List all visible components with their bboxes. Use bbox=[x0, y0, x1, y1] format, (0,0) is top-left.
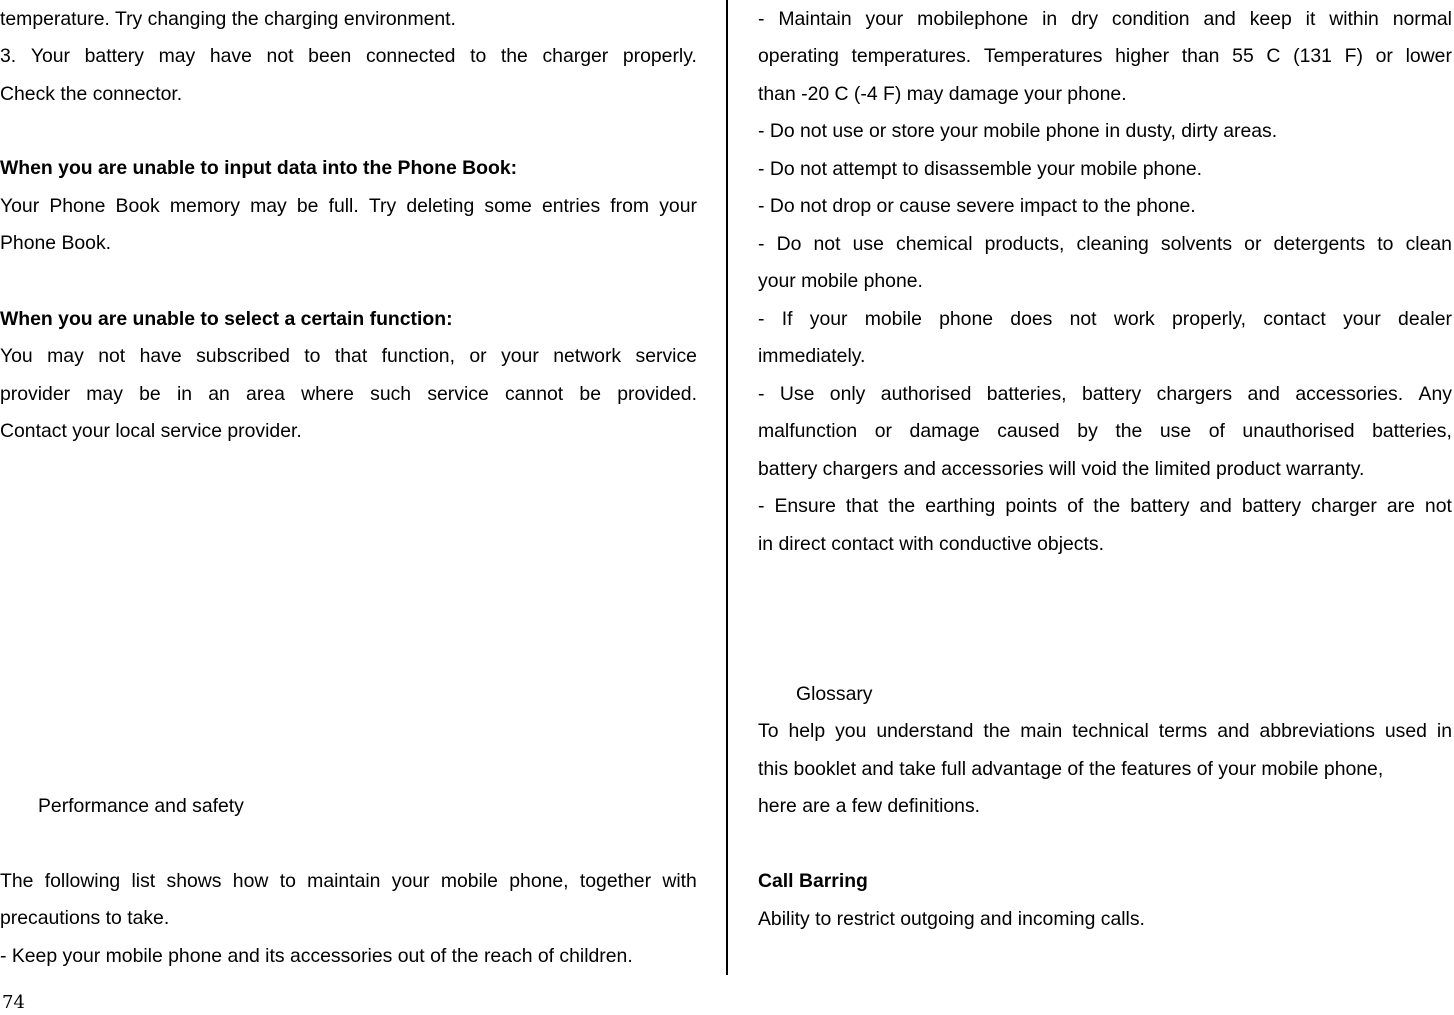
word: or bbox=[874, 420, 892, 442]
text-line bbox=[758, 7, 1452, 31]
word: cleaning bbox=[1076, 233, 1149, 255]
word: that bbox=[334, 345, 368, 367]
word: been bbox=[308, 45, 352, 67]
word: area bbox=[246, 383, 285, 405]
word: authorised bbox=[880, 383, 972, 405]
word: clean bbox=[1405, 233, 1452, 255]
word: dry bbox=[1071, 8, 1099, 30]
word: may bbox=[86, 383, 123, 405]
word: entries bbox=[541, 195, 601, 217]
page-number: 74 bbox=[2, 992, 25, 1013]
text-line: - Do not use or store your mobile phone in dusty, dirty areas. bbox=[758, 120, 1278, 142]
word: To bbox=[758, 720, 779, 742]
word: damage bbox=[909, 420, 980, 442]
text-line bbox=[758, 307, 1452, 331]
word: to bbox=[279, 870, 296, 892]
word: main bbox=[1020, 720, 1063, 742]
word: have bbox=[139, 345, 182, 367]
word: the bbox=[888, 495, 916, 517]
word: in bbox=[176, 383, 193, 405]
word: - bbox=[758, 383, 765, 405]
word: battery bbox=[1081, 383, 1142, 405]
word: chargers bbox=[1156, 383, 1233, 405]
word: provider bbox=[0, 383, 71, 405]
word: - bbox=[758, 308, 765, 330]
word: and bbox=[1217, 720, 1250, 742]
text-line: battery chargers and accessories will void the limited product warranty. bbox=[758, 458, 1365, 480]
word: you bbox=[835, 720, 867, 742]
word: contact bbox=[1263, 308, 1326, 330]
word: to bbox=[304, 345, 321, 367]
word: work bbox=[1113, 308, 1155, 330]
word: Ensure bbox=[774, 495, 836, 517]
word: not bbox=[1424, 495, 1452, 517]
word: may bbox=[47, 345, 84, 367]
word: detergents bbox=[1273, 233, 1366, 255]
word: may bbox=[158, 45, 196, 67]
word: mobile bbox=[440, 870, 498, 892]
word: the bbox=[1115, 420, 1143, 442]
text-line: Check the connector. bbox=[0, 83, 183, 105]
word: dealer bbox=[1398, 308, 1452, 330]
text-line bbox=[758, 232, 1452, 256]
word: have bbox=[209, 45, 252, 67]
word: points bbox=[1005, 495, 1058, 517]
word: or bbox=[1375, 45, 1393, 67]
column-divider bbox=[726, 0, 728, 975]
word: properly, bbox=[1172, 308, 1247, 330]
text-line: - Do not attempt to disassemble your mobile phone. bbox=[758, 158, 1203, 180]
text-line: temperature. Try changing the charging environment. bbox=[0, 8, 456, 30]
word: within bbox=[1329, 8, 1379, 30]
word: your bbox=[501, 345, 539, 367]
word: by bbox=[1077, 420, 1098, 442]
word: F) bbox=[1344, 45, 1363, 67]
word: does bbox=[1010, 308, 1053, 330]
word: of bbox=[1208, 420, 1225, 442]
word: - bbox=[758, 233, 765, 255]
word: use bbox=[852, 233, 884, 255]
word: phone bbox=[939, 308, 994, 330]
word: used bbox=[1384, 720, 1427, 742]
word: some bbox=[484, 195, 532, 217]
word: mobilephone bbox=[917, 8, 1029, 30]
word: or bbox=[1244, 233, 1262, 255]
word: it bbox=[1305, 8, 1316, 30]
word: be bbox=[296, 195, 319, 217]
word: - bbox=[758, 495, 765, 517]
word: Do bbox=[776, 233, 802, 255]
word: such bbox=[370, 383, 412, 405]
text-line: in direct contact with conductive objects. bbox=[758, 533, 1104, 555]
word: battery bbox=[1241, 495, 1302, 517]
text-line: your mobile phone. bbox=[758, 270, 923, 292]
word: not bbox=[1069, 308, 1097, 330]
word: maintain bbox=[307, 870, 381, 892]
word: not bbox=[98, 345, 126, 367]
word: use bbox=[1159, 420, 1192, 442]
word: not bbox=[266, 45, 294, 67]
word: memory bbox=[169, 195, 240, 217]
word: are bbox=[1386, 495, 1415, 517]
word: and bbox=[1203, 8, 1236, 30]
word: C bbox=[1266, 45, 1281, 67]
word: malfunction bbox=[758, 420, 858, 442]
text-line bbox=[758, 419, 1452, 443]
word: be bbox=[139, 383, 161, 405]
word: Temperatures bbox=[983, 45, 1103, 67]
word: - bbox=[758, 8, 765, 30]
word: service bbox=[427, 383, 489, 405]
word: shows bbox=[166, 870, 222, 892]
word: higher bbox=[1115, 45, 1170, 67]
word: phone, bbox=[509, 870, 569, 892]
text-line: here are a few definitions. bbox=[758, 795, 981, 817]
text-line bbox=[0, 382, 697, 406]
word: network bbox=[553, 345, 622, 367]
word: from bbox=[610, 195, 650, 217]
text-line: than -20 C (-4 F) may damage your phone. bbox=[758, 83, 1127, 105]
word: following bbox=[44, 870, 121, 892]
heading-line: Call Barring bbox=[758, 870, 868, 892]
word: solvents bbox=[1160, 233, 1233, 255]
text-line bbox=[758, 44, 1452, 68]
word: the bbox=[500, 45, 528, 67]
word: accessories. bbox=[1295, 383, 1404, 405]
word: service bbox=[635, 345, 697, 367]
word: your bbox=[659, 195, 697, 217]
word: Your bbox=[0, 195, 40, 217]
word: list bbox=[131, 870, 156, 892]
text-line: - Keep your mobile phone and its accessories out of the reach of children. bbox=[0, 945, 633, 967]
word: condition bbox=[1111, 8, 1190, 30]
word: batteries, bbox=[1372, 420, 1452, 442]
word: full. bbox=[328, 195, 359, 217]
heading-line: When you are unable to input data into the Phone Book: bbox=[0, 157, 518, 179]
word: and bbox=[1199, 495, 1232, 517]
word: chemical bbox=[896, 233, 973, 255]
word: The bbox=[0, 870, 34, 892]
word: cannot bbox=[504, 383, 564, 405]
word: terms bbox=[1158, 720, 1208, 742]
word: to bbox=[1377, 233, 1394, 255]
word: together bbox=[579, 870, 652, 892]
word: function, bbox=[381, 345, 455, 367]
text-line: Ability to restrict outgoing and incoming calls. bbox=[758, 908, 1145, 930]
text-line: - Do not drop or cause severe impact to the phone. bbox=[758, 195, 1196, 217]
word: Phone bbox=[49, 195, 106, 217]
word: battery bbox=[84, 45, 144, 67]
text-line bbox=[0, 344, 697, 368]
word: your bbox=[809, 308, 848, 330]
word: Try bbox=[368, 195, 397, 217]
text-line bbox=[758, 719, 1452, 743]
text-line: Contact your local service provider. bbox=[0, 420, 302, 442]
text-line bbox=[0, 869, 697, 893]
word: keep bbox=[1249, 8, 1292, 30]
word: how bbox=[232, 870, 269, 892]
word: provided. bbox=[617, 383, 697, 405]
word: Your bbox=[30, 45, 70, 67]
text-line bbox=[758, 382, 1452, 406]
word: subscribed bbox=[196, 345, 290, 367]
word: 3. bbox=[0, 45, 17, 67]
word: Maintain bbox=[778, 8, 852, 30]
word: operating bbox=[758, 45, 839, 67]
word: may bbox=[250, 195, 287, 217]
word: be bbox=[579, 383, 601, 405]
word: connected bbox=[365, 45, 456, 67]
word: that bbox=[845, 495, 879, 517]
word: or bbox=[469, 345, 487, 367]
word: unauthorised bbox=[1242, 420, 1355, 442]
text-line bbox=[0, 44, 697, 68]
word: mobile bbox=[864, 308, 922, 330]
word: charger bbox=[542, 45, 609, 67]
word: caused bbox=[997, 420, 1060, 442]
text-line: precautions to take. bbox=[0, 907, 170, 929]
text-line bbox=[758, 494, 1452, 518]
text-line: immediately. bbox=[758, 345, 866, 367]
word: Book bbox=[115, 195, 160, 217]
word: technical bbox=[1072, 720, 1149, 742]
text-line bbox=[0, 194, 697, 218]
word: lower bbox=[1405, 45, 1452, 67]
word: products, bbox=[984, 233, 1065, 255]
text-line: Phone Book. bbox=[0, 232, 112, 254]
text-line: this booklet and take full advantage of the features of your mobile phone, bbox=[758, 758, 1384, 780]
text-line: Performance and safety bbox=[38, 795, 244, 817]
word: not bbox=[813, 233, 841, 255]
word: batteries, bbox=[986, 383, 1067, 405]
word: battery bbox=[1130, 495, 1190, 517]
word: abbreviations bbox=[1259, 720, 1375, 742]
word: properly. bbox=[622, 45, 697, 67]
word: 55 bbox=[1232, 45, 1254, 67]
text-line: Glossary bbox=[796, 683, 873, 705]
word: your bbox=[865, 8, 904, 30]
word: in bbox=[1436, 720, 1452, 742]
word: Use bbox=[779, 383, 815, 405]
word: the bbox=[983, 720, 1011, 742]
word: deleting bbox=[406, 195, 475, 217]
word: only bbox=[829, 383, 866, 405]
word: You bbox=[0, 345, 33, 367]
word: your bbox=[1343, 308, 1381, 330]
word: earthing bbox=[925, 495, 996, 517]
word: (131 bbox=[1293, 45, 1332, 67]
word: and bbox=[1247, 383, 1280, 405]
word: your bbox=[391, 870, 430, 892]
word: an bbox=[208, 383, 230, 405]
word: with bbox=[662, 870, 697, 892]
word: understand bbox=[876, 720, 974, 742]
word: in bbox=[1042, 8, 1058, 30]
heading-line: When you are unable to select a certain function: bbox=[0, 308, 453, 330]
word: temperatures. bbox=[851, 45, 972, 67]
word: Any bbox=[1418, 383, 1452, 405]
word: the bbox=[1093, 495, 1121, 517]
word: where bbox=[301, 383, 354, 405]
word: help bbox=[788, 720, 826, 742]
word: of bbox=[1067, 495, 1084, 517]
word: If bbox=[781, 308, 793, 330]
word: than bbox=[1181, 45, 1220, 67]
word: charger bbox=[1311, 495, 1377, 517]
word: normal bbox=[1392, 8, 1452, 30]
word: to bbox=[470, 45, 487, 67]
